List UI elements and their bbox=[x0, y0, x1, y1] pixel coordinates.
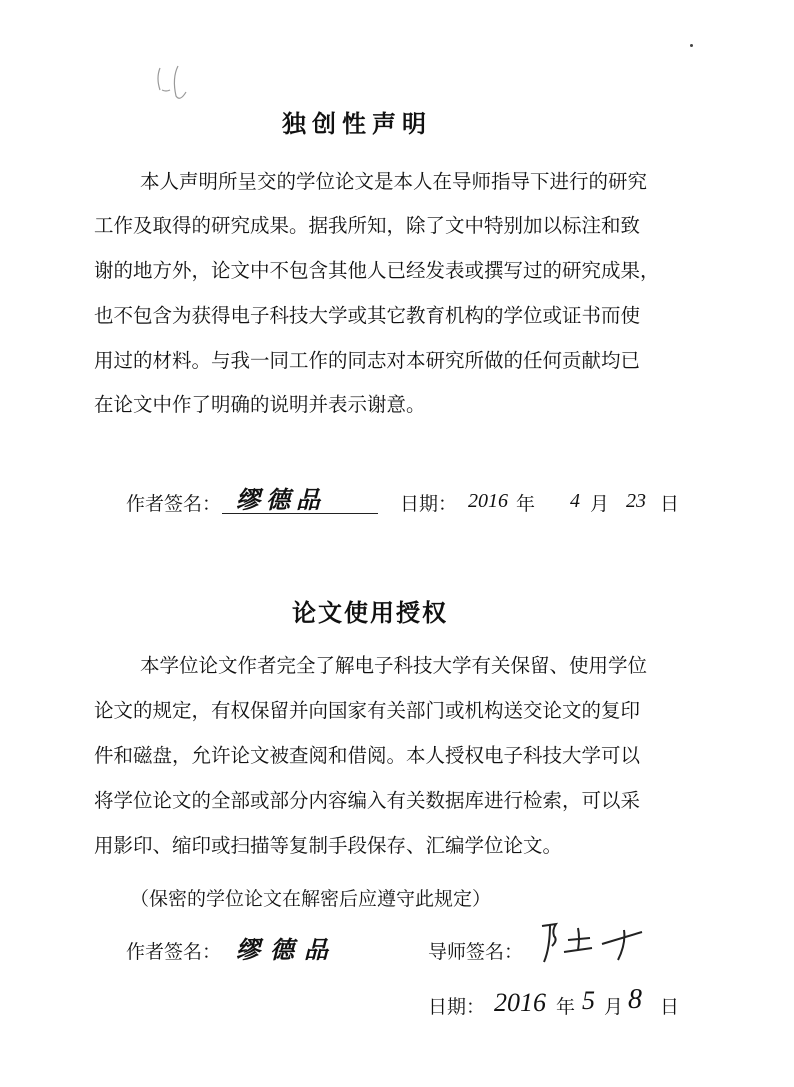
date-month: 4 bbox=[570, 490, 580, 512]
author-signature-label-2: 作者签名： bbox=[126, 941, 222, 963]
authorization-line: 件和磁盘，允许论文被查阅和借阅。本人授权电子科技大学可以 bbox=[94, 744, 641, 767]
declaration-title: 独创性声明 bbox=[282, 110, 432, 138]
declaration-line: 在论文中作了明确的说明并表示谢意。 bbox=[94, 393, 426, 416]
date-day-2: 8 bbox=[628, 984, 642, 1015]
date-label: 日期： bbox=[400, 493, 458, 515]
date-year: 2016 bbox=[468, 490, 508, 512]
authorization-line: 本学位论文作者完全了解电子科技大学有关保留、使用学位 bbox=[140, 654, 648, 677]
year-char: 年 bbox=[516, 493, 536, 515]
author-handwritten-signature-2: 缪德品 bbox=[236, 935, 338, 964]
authorization-line: 将学位论文的全部或部分内容编入有关数据库进行检索，可以采 bbox=[94, 789, 641, 812]
advisor-signature-label: 导师签名： bbox=[428, 941, 524, 963]
declaration-line: 用过的材料。与我一同工作的同志对本研究所做的任何贡献均已 bbox=[94, 349, 641, 372]
day-char-2: 日 bbox=[660, 996, 680, 1018]
declaration-line: 也不包含为获得电子科技大学或其它教育机构的学位或证书而使 bbox=[94, 304, 641, 327]
month-char-2: 月 bbox=[604, 996, 624, 1018]
date-day: 23 bbox=[626, 490, 646, 512]
declaration-line: 谢的地方外，论文中不包含其他人已经发表或撰写过的研究成果， bbox=[94, 259, 660, 282]
date-year-2: 2016 bbox=[494, 988, 546, 1017]
date-label-2: 日期： bbox=[428, 996, 486, 1018]
year-char-2: 年 bbox=[556, 996, 576, 1018]
advisor-handwritten-signature bbox=[520, 914, 660, 969]
authorization-line: 用影印、缩印或扫描等复制手段保存、汇编学位论文。 bbox=[94, 834, 563, 857]
date-month-2: 5 bbox=[582, 986, 595, 1015]
day-char: 日 bbox=[660, 493, 680, 515]
declaration-line: 本人声明所呈交的学位论文是本人在导师指导下进行的研究 bbox=[140, 170, 648, 193]
month-char: 月 bbox=[590, 493, 610, 515]
author-signature-label: 作者签名： bbox=[126, 493, 222, 515]
pencil-mark bbox=[150, 60, 200, 110]
confidential-note: （保密的学位论文在解密后应遵守此规定） bbox=[130, 888, 492, 910]
author-handwritten-signature: 缪德品 bbox=[236, 485, 326, 514]
authorization-line: 论文的规定，有权保留并向国家有关部门或机构送交论文的复印 bbox=[94, 699, 641, 722]
scan-dot bbox=[690, 44, 693, 47]
declaration-line: 工作及取得的研究成果。据我所知，除了文中特别加以标注和致 bbox=[94, 214, 641, 237]
authorization-title: 论文使用授权 bbox=[292, 599, 448, 627]
